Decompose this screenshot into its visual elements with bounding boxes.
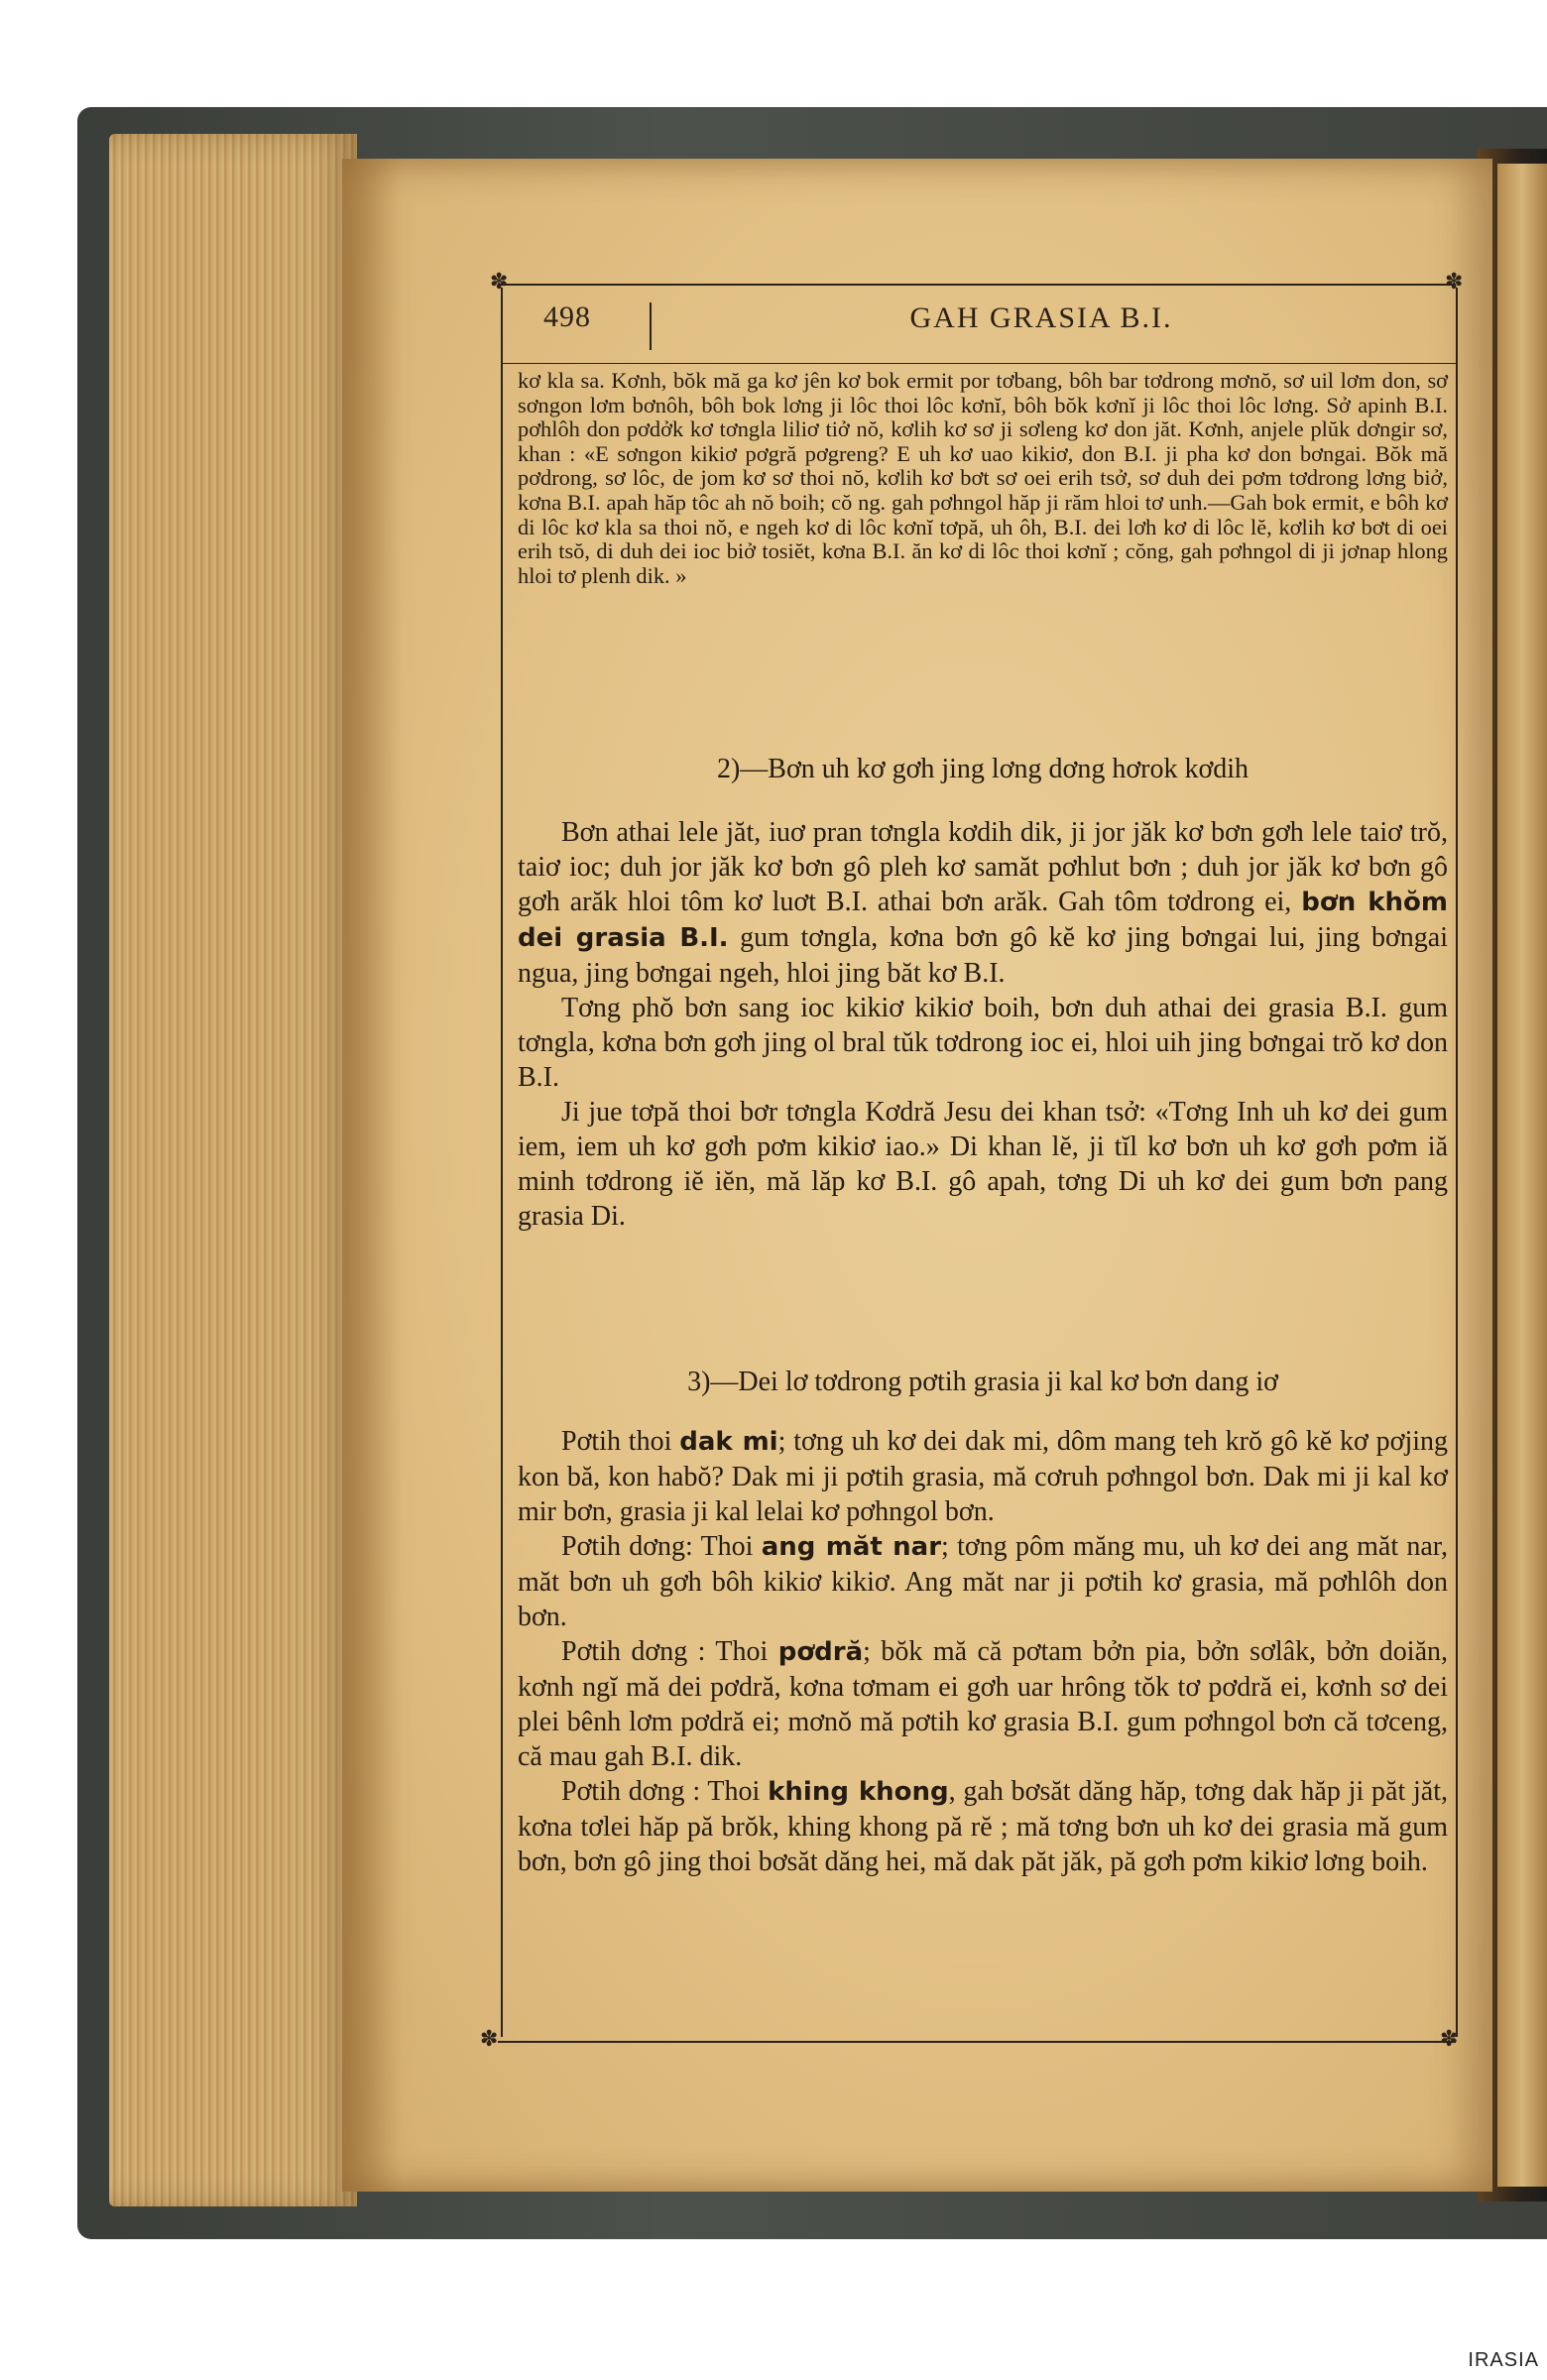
watermark: IRASIA	[1468, 2349, 1539, 2371]
paragraph-text: Bơn athai lele jăt, iuơ pran tơngla kơdih dik, ji jor jăk kơ bơn gơh lele taiơ trŏ, taiơ ioc; duh jor jăk kơ bơn gô pleh kơ samăt pơhlut bơn ; duh jor jăk kơ bơn gô gơh arăk hloi tôm kơ luơt B.I. athai bơn arăk. Gah tôm tơdrong ei,	[518, 817, 1448, 917]
intro-paragraph-text: kơ kla sa. Kơnh, bŏk mă ga kơ jên kơ bok ermit por tơbang, bôh bar tơdrong mơnŏ, sơ uil lơm don, sơ sơngon lơm bơnôh, bôh bok lơng ji lôc thoi lôc kơnĭ, bôh bŏk kơnĭ ji lôc thoi lôc lơng. Sở apinh B.I. pơhlôh don pơdởk kơ tơngla liliơ tiở nŏ, kơlih kơ sơ ji sơleng kơ don jăt. Kơnh, anjele plŭk dơngir sơ, khan : «E sơngon kikiơ pơgră pơgreng? E uh kơ uao kikiơ, don B.I. ji pha kơ don bơngai. Bŏk mă pơdrong, sơ lôc, de jom kơ sơ thoi nŏ, kơlih kơ bơt sơ oei erih tsở, sơ duh dei pơm tơdrong lơng biở, kơna B.I. apah hăp tôc ah nŏ boih; cŏ ng. gah pơhngol hăp ji răm hloi tơ unh.—Gah bok ermit, e bôh kơ di lôc kơ kla sa thoi nŏ, e ngeh kơ di lôc kơnĭ tơpă, uh ôh, B.I. dei lơh kơ di lôc lĕ, kơlih kơ bơt di oei erih tsŏ, di duh dei ioc biở tosiĕt, kơna B.I. ăn kơ di lôc thoi kơnĭ ; cŏng, gah pơhngol di ji jơnap hlong hloi tơ plenh dik. »	[518, 368, 1448, 588]
paragraph-text: ; bŏk mă că pơtam bởn pia, bởn sơlâk, bởn doiăn, kơnh ngĭ mă dei pơdră, kơna tơmam ei gơh uar hrông tŏk tơ pơdră ei, kơnh sơ dei plei bênh lơm pơdră ei; mơnŏ mă pơtih kơ grasia B.I. gum pơhngol bơn că tơceng, că mau gah B.I. dik.	[518, 1636, 1448, 1772]
paragraph-text: , gah bơsăt dăng hăp, tơng dak hăp ji păt jăt, kơna tơlei hăp pă brŏk, khing khong pă rĕ ; mă tơng bơn uh kơ dei grasia mă gum bơn, bơn gô jing thoi bơsăt dăng hei, mă dak păt jăk, pă gơh pơm kikiơ lơng boih.	[518, 1776, 1449, 1877]
section-3-body	[518, 1424, 1448, 1879]
paragraph-text: Pơtih dơng : Thoi	[561, 1776, 761, 1807]
section-2-paragraph-3: Ji jue tơpă thoi bơr tơngla Kơdră Jesu dei khan tsở: «Tơng Inh uh kơ dei gum iem, iem uh kơ gơh pơm kikiơ iao.» Di khan lĕ, ji tĭl kơ bơn uh kơ gơh pơm iă minh tơdrong iĕ iĕn, mă lăp kơ B.I. gô apah, tơng Di uh kơ dei gum bơn pang grasia Di.	[518, 1097, 1448, 1232]
intro-paragraph	[518, 369, 1448, 588]
corner-ornament-icon: ✽	[490, 270, 509, 295]
corner-ornament-icon: ✽	[1445, 270, 1464, 295]
emphasis-text: pơdră	[777, 1637, 864, 1667]
facing-page-edge	[1497, 164, 1547, 2187]
section-2-heading: 2)—Bơn uh kơ gơh jing lơng dơng hơrok kơdih	[716, 754, 1250, 784]
section-3-paragraph-3	[518, 1634, 1448, 1774]
emphasis-text: bơn khŏm dei grasia B.I.	[518, 888, 1449, 953]
corner-ornament-icon: ✽	[1440, 2027, 1459, 2052]
section-2-paragraph-1	[518, 815, 1448, 991]
page-block-edges	[109, 134, 357, 2206]
header-divider	[650, 302, 652, 350]
frame-top-rule	[498, 284, 1456, 286]
paragraph-text: ; tơng uh kơ dei dak mi, dôm mang teh krŏ gô kĕ kơ pơjing kon bă, kon habŏ? Dak mi ji pơtih grasia, mă cơruh pơhngol bơn. Dak mi ji kal kơ mir bơn, grasia ji kal lelai kơ pơhngol bơn.	[518, 1426, 1449, 1527]
paragraph-text: Pơtih dơng: Thoi	[561, 1531, 754, 1562]
page-number: 498	[543, 300, 591, 333]
paragraph-text: Pơtih dơng : Thoi	[561, 1636, 769, 1667]
section-2-body	[518, 815, 1448, 1234]
paragraph-text: gum tơngla, kơna bơn gô kĕ kơ jing bơngai lui, jing bơngai ngua, jing bơngai ngeh, hloi jing băt kơ B.I.	[518, 922, 1448, 989]
emphasis-text: khing khong	[768, 1777, 949, 1807]
section-2-paragraph-2: Tơng phŏ bơn sang ioc kikiơ kikiơ boih, bơn duh athai dei grasia B.I. gum tơngla, kơna bơn gơh jing ol bral tŭk tơdrong ioc ei, hloi uih jing bơngai trŏ kơ don B.I.	[518, 993, 1448, 1093]
emphasis-text: ang măt nar	[761, 1532, 942, 1562]
frame-left-rule	[501, 288, 503, 2037]
paragraph-text: ; tơng pôm măng mu, uh kơ dei ang măt nar, măt bơn uh gơh bôh kikiơ kikiơ. Ang măt nar ji pơtih kơ grasia, mă pơhlôh don bơn.	[518, 1531, 1449, 1632]
emphasis-text: dak mi	[679, 1427, 778, 1457]
section-3-heading: 3)—Dei lơ tơdrong pơtih grasia ji kal kơ bơn dang iơ	[687, 1367, 1278, 1397]
section-3-paragraph-2	[518, 1529, 1448, 1634]
running-head: GAH GRASIA B.I.	[909, 301, 1173, 334]
section-3-paragraph-1	[518, 1424, 1448, 1529]
frame-bottom-rule	[498, 2041, 1456, 2043]
corner-ornament-icon: ✽	[480, 2027, 499, 2052]
header-rule	[501, 363, 1456, 364]
frame-right-rule	[1456, 288, 1458, 2037]
section-3-paragraph-4	[518, 1774, 1448, 1879]
page-gutter-shade	[342, 159, 402, 2192]
paragraph-text: Pơtih thoi	[561, 1426, 672, 1457]
